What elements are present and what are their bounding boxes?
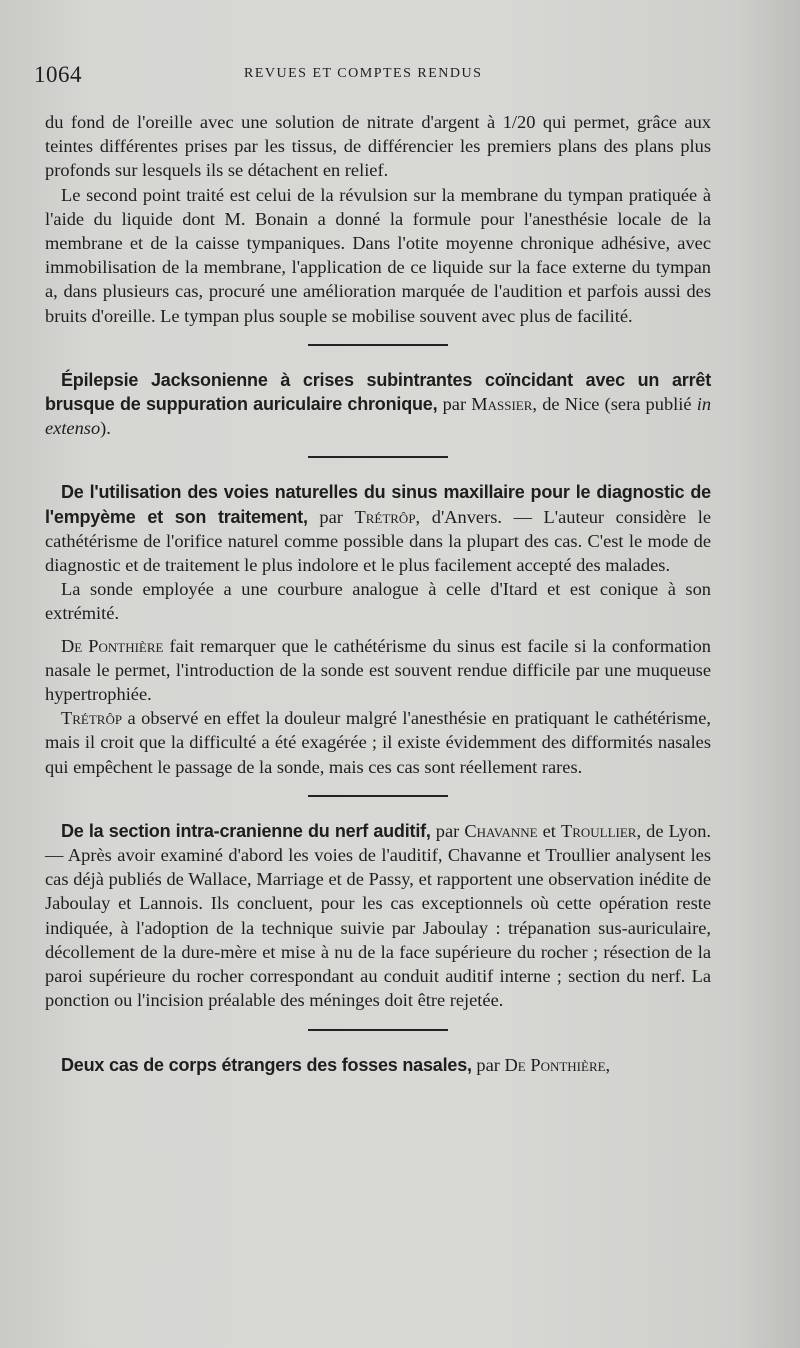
section-divider-1 [308,344,448,346]
section4-par: par [430,820,465,841]
section3-para4-author: Trétrôp [61,708,123,729]
section2-rest-a: , de Nice (sera publié [532,394,697,415]
section2-rest-b: ). [100,418,111,439]
page-content [45,110,711,1077]
section3-paragraph3 [45,634,711,707]
section3-paragraph1 [45,480,711,577]
section4-et: et [537,820,561,841]
section2-author: Massier [471,394,533,415]
section5-par: par [471,1054,505,1075]
page-header [34,62,724,92]
section2-paragraph [45,368,711,441]
section4-title: De la section intra-cranienne du nerf auditif, [61,820,431,841]
section3-par: par [307,506,355,527]
section-divider-2 [308,456,448,458]
section3-title: De l'utilisation des voies naturelles du sinus maxillaire pour le diagnostic de l'empyème et son traitement, [45,482,711,527]
page-number: 1064 [34,62,82,87]
section3-para4-text: a observé en effet la douleur malgré l'anesthésie en pratiquant le cathétérisme, mais il croit que la difficulté a été exagérée ; il existe évidemment des difformités nasales qui empêchent le passage de la sonde, mais ces cas sont réellement rares. [45,708,711,777]
section3-paragraph2: La sonde employée a une courbure analogue à celle d'Itard et est conique à son extrémité. [45,579,711,624]
section3-paragraph4 [45,706,711,779]
section5-paragraph [45,1053,711,1077]
section-divider-3 [308,795,448,797]
section1-paragraph1: du fond de l'oreille avec une solution de nitrate d'argent à 1/20 qui permet, grâce aux teintes différentes prises par les tissus, de différencier les premiers plans des plans plus profonds sur lesquels ils se détachent en relief. [45,112,711,181]
section3-para3-text: fait remarquer que le cathétérisme du sinus est facile si la conformation nasale le permet, l'introduction de la sonde est souvent rendue difficile par une muqueuse hypertrophiée. [45,635,711,705]
section4-author2: Troullier [560,820,637,841]
section3-author: Trétrôp [354,506,416,527]
section5-author: De Ponthière, [504,1054,611,1075]
paragraph-gap [45,626,711,634]
section3-rest: , d'Anvers. — L'auteur considère le cathétérisme de l'orifice naturel comme possible dans la plupart des cas. C'est le mode de diagnostic et de traitement le plus indolore et le plus facilement accepté des malades. [45,506,711,576]
section-divider-4 [308,1029,448,1031]
running-head: REVUES ET COMPTES RENDUS [244,66,483,81]
section2-italic: in extenso [45,394,712,439]
section2-par: par [437,394,472,415]
section4-rest: , de Lyon. — Après avoir examiné d'abord les voies de l'auditif, Chavanne et Troullier analysent les cas déjà publiés de Wallace, Marriage et de Passy, et rapportent une observation inédite de Jaboulay et Lannois. Ils concluent, pour les cas exceptionnels où cette opération reste indiquée, à l'adoption de la technique suivie par Jaboulay : trépanation sus-auriculaire, décollement de la dure-mère et mise à nu de la face supérieure du rocher ; résection de la paroi supérieure du rocher correspondant au conduit auditif interne ; section du nerf. La ponction ou l'incision préalable des méninges doit être rejetée. [45,820,711,1011]
section4-author1: Chavanne [464,820,538,841]
section3-para3-author: De Ponthière [61,635,164,656]
section5-title: Deux cas de corps étrangers des fosses nasales, [61,1054,472,1075]
section4-paragraph [45,819,711,1013]
section1-paragraph2: Le second point traité est celui de la révulsion sur la membrane du tympan pratiquée à l'aide du liquide dont M. Bonain a donné la formule pour l'anesthésie locale de la membrane et de la caisse tympaniques. Dans l'otite moyenne chronique adhésive, avec immobilisation de la membrane, l'application de ce liquide sur la face externe du tympan a, dans plusieurs cas, procuré une amélioration marquée de l'audition et parfois aussi des bruits d'oreille. Le tympan plus souple se mobilise souvent avec plus de facilité. [45,184,711,326]
section2-title: Épilepsie Jacksonienne à crises subintrantes coïncidant avec un arrêt brusque de suppuration auriculaire chronique, [45,369,711,415]
